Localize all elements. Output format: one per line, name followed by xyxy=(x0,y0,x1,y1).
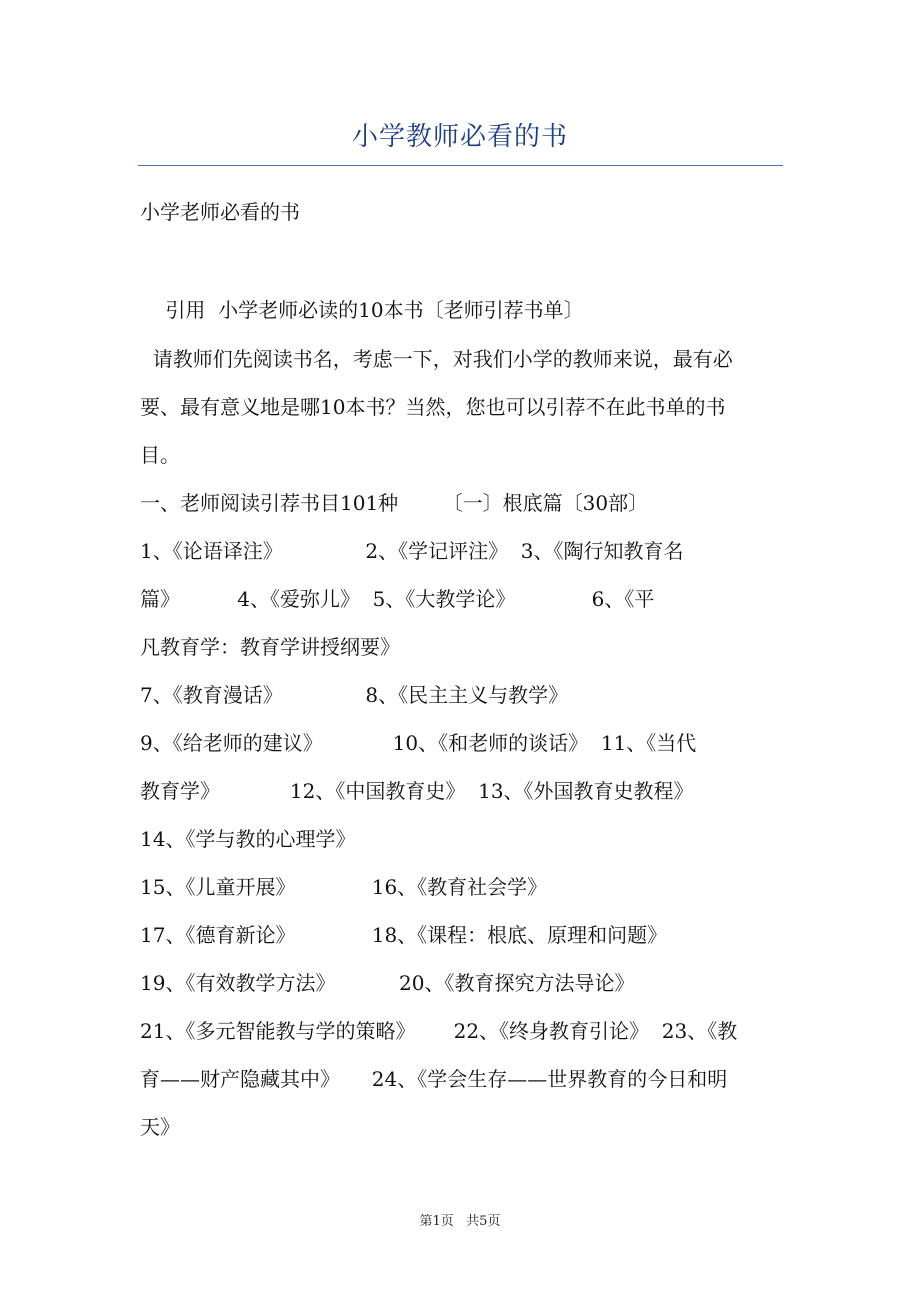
title-divider xyxy=(138,165,783,166)
document-subtitle: 小学老师必看的书 xyxy=(140,200,300,224)
body-line: 凡教育学：教育学讲授纲要》 xyxy=(140,635,400,659)
body-line: 要、最有意义地是哪10本书？当然，您也可以引荐不在此书单的书 xyxy=(140,395,726,419)
body-line: 1、《论语译注》 2、《学记评注》 3、《陶行知教育名 xyxy=(140,539,684,563)
body-line: 21、《多元智能教与学的策略》 22、《终身教育引论》 23、《教 xyxy=(140,1019,738,1043)
body-line: 7、《教育漫话》 8、《民主主义与教学》 xyxy=(140,683,569,707)
body-line: 引用 小学老师必读的10本书〔老师引荐书单〕 xyxy=(140,298,584,322)
document-title: 小学教师必看的书 xyxy=(351,122,568,152)
body-line: 教育学》 12、《中国教育史》 13、《外国教育史教程》 xyxy=(140,779,694,803)
body-line: 篇》 4、《爱弥儿》 5、《大教学论》 6、《平 xyxy=(140,587,655,611)
body-line: 请教师们先阅读书名，考虑一下，对我们小学的教师来说，最有必 xyxy=(140,347,733,371)
body-line: 19、《有效教学方法》 20、《教育探究方法导论》 xyxy=(140,971,635,995)
body-line: 14、《学与教的心理学》 xyxy=(140,827,356,851)
body-line: 17、《德育新论》 18、《课程：根底、原理和问题》 xyxy=(140,923,668,947)
body-line: 9、《给老师的建议》 10、《和老师的谈话》 11、《当代 xyxy=(140,731,697,755)
body-line: 育——财产隐藏其中》 24、《学会生存——世界教育的今日和明 xyxy=(140,1067,728,1091)
body-line: 天》 xyxy=(140,1115,180,1139)
body-line: 一、老师阅读引荐书目101种 〔一〕根底篇〔30部〕 xyxy=(140,491,649,515)
body-line: 目。 xyxy=(140,443,180,467)
body-line: 15、《儿童开展》 16、《教育社会学》 xyxy=(140,875,548,899)
page-footer: 第1页 共5页 xyxy=(419,1214,501,1229)
